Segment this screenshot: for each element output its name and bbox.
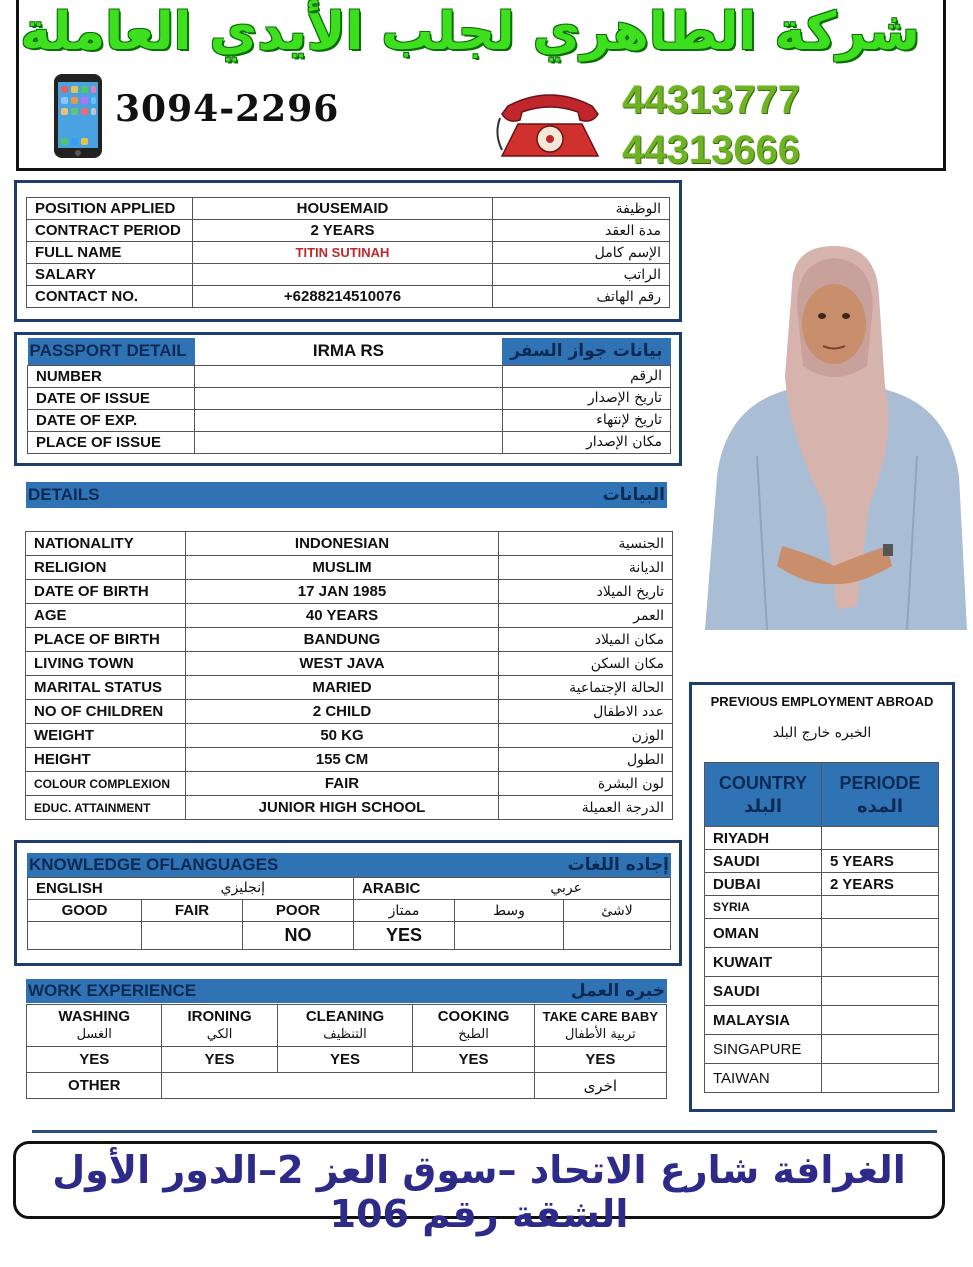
previous-row: [705, 850, 939, 873]
country-cell: DUBAI: [705, 873, 822, 896]
row-label-ar: عدد الاطفال: [499, 700, 673, 724]
language-level: GOOD: [28, 900, 142, 922]
details-row: [26, 724, 673, 748]
passport-title-cell: [28, 338, 195, 365]
previous-row: [705, 1006, 939, 1035]
previous-table: [704, 762, 939, 1093]
language-answer: YES: [354, 922, 455, 950]
period-cell: [822, 1035, 939, 1064]
passport-row: [28, 431, 671, 453]
row-label-ar: مدة العقد: [493, 220, 670, 242]
col-country-header: [705, 763, 822, 827]
details-row: [26, 580, 673, 604]
passport-row: [28, 387, 671, 409]
language-answer: [564, 922, 671, 950]
row-label: CONTRACT PERIOD: [27, 220, 193, 242]
details-row: [26, 556, 673, 580]
skill-label-ar: تربية الأطفال: [564, 1026, 636, 1042]
row-label-ar: الديانة: [499, 556, 673, 580]
other-label: OTHER: [67, 1077, 121, 1094]
passport-name-cell: [195, 338, 503, 365]
country-cell: SINGAPURE: [705, 1035, 822, 1064]
row-label-ar: العمر: [499, 604, 673, 628]
country-cell: MALAYSIA: [705, 1006, 822, 1035]
row-value: 2 YEARS: [193, 220, 493, 242]
row-label: PLACE OF BIRTH: [26, 628, 186, 652]
application-table: [26, 197, 670, 308]
passport-name: IRMA RS: [312, 341, 384, 361]
details-row: [26, 652, 673, 676]
languages-title: KNOWLEDGE OFLANGUAGES: [29, 855, 279, 874]
language-level: وسط: [455, 900, 564, 922]
language-level: لاشئ: [564, 900, 671, 922]
skill-value: YES: [413, 1047, 534, 1073]
row-label: RELIGION: [26, 556, 186, 580]
period-cell: [822, 919, 939, 948]
row-value: [195, 365, 503, 387]
mobile-number: 3094-2296: [115, 88, 340, 130]
passport-section: [14, 332, 682, 466]
english-label: ENGLISH: [36, 880, 103, 897]
col-country-label-ar: البلد: [743, 795, 783, 817]
skill-label: CLEANING: [305, 1007, 385, 1025]
application-row: [27, 198, 670, 220]
period-cell: [822, 948, 939, 977]
row-label-ar: الإسم كامل: [493, 242, 670, 264]
row-label: PLACE OF ISSUE: [28, 431, 195, 453]
previous-row: [705, 1064, 939, 1093]
skill-label-ar: الطبخ: [458, 1026, 489, 1042]
details-title-ar: البيانات: [602, 485, 665, 505]
row-label: HEIGHT: [26, 748, 186, 772]
details-band: [26, 482, 667, 508]
row-label-ar: الوظيفة: [493, 198, 670, 220]
row-label: DATE OF BIRTH: [26, 580, 186, 604]
details-section: [25, 531, 673, 820]
row-value: 2 CHILD: [186, 700, 499, 724]
other-label-cell: [27, 1073, 162, 1099]
language-level: ممتاز: [354, 900, 455, 922]
country-cell: RIYADH: [705, 827, 822, 850]
period-cell: [822, 1064, 939, 1093]
row-label-ar: مكان الإصدار: [502, 431, 670, 453]
row-value: FAIR: [186, 772, 499, 796]
col-period-label: PERIODE: [839, 772, 921, 793]
arabic-cell: [354, 878, 671, 900]
country-cell: SYRIA: [705, 896, 822, 919]
previous-title-ar: الخبره خارج البلد: [772, 725, 872, 741]
phone-number-2: 44313666: [622, 128, 800, 172]
row-label: LIVING TOWN: [26, 652, 186, 676]
period-cell: [822, 977, 939, 1006]
row-value: HOUSEMAID: [193, 198, 493, 220]
details-row: [26, 604, 673, 628]
previous-employment-section: [689, 682, 955, 1112]
row-label: WEIGHT: [26, 724, 186, 748]
work-section: [26, 1004, 667, 1099]
row-label-ar: مكان الميلاد: [499, 628, 673, 652]
row-label: FULL NAME: [27, 242, 193, 264]
row-label: COLOUR COMPLEXION: [26, 772, 186, 796]
work-band: [26, 979, 667, 1003]
row-value: +6288214510076: [193, 286, 493, 308]
period-cell: [822, 827, 939, 850]
passport-title-ar-cell: [502, 338, 670, 365]
row-label-ar: الطول: [499, 748, 673, 772]
work-title-ar: خبره العمل: [570, 981, 665, 1001]
row-value: BANDUNG: [186, 628, 499, 652]
row-value: 40 YEARS: [186, 604, 499, 628]
row-label-ar: تاريخ الإصدار: [502, 387, 670, 409]
details-row: [26, 700, 673, 724]
row-value: [195, 431, 503, 453]
row-label: NATIONALITY: [26, 532, 186, 556]
row-label: NUMBER: [28, 365, 195, 387]
details-row: [26, 628, 673, 652]
country-cell: KUWAIT: [705, 948, 822, 977]
row-value: MUSLIM: [186, 556, 499, 580]
skill-label: WASHING: [58, 1007, 131, 1025]
other-label-ar: اخرى: [583, 1076, 618, 1095]
passport-row: [28, 365, 671, 387]
previous-row: [705, 1035, 939, 1064]
country-cell: SAUDI: [705, 977, 822, 1006]
row-label-ar: تاريخ الميلاد: [499, 580, 673, 604]
previous-row: [705, 896, 939, 919]
country-cell: OMAN: [705, 919, 822, 948]
skill-value: YES: [534, 1047, 666, 1073]
language-level: POOR: [243, 900, 354, 922]
details-title: DETAILS: [28, 485, 100, 504]
row-value: INDONESIAN: [186, 532, 499, 556]
row-label: NO OF CHILDREN: [26, 700, 186, 724]
skill-label-ar: الكي: [206, 1026, 233, 1042]
skill-label-ar: التنظيف: [323, 1026, 367, 1042]
row-label-ar: لون البشرة: [499, 772, 673, 796]
details-row: [26, 748, 673, 772]
period-cell: [822, 1006, 939, 1035]
application-row: [27, 286, 670, 308]
other-label-ar-cell: [534, 1073, 666, 1099]
skill-value: YES: [277, 1047, 413, 1073]
other-value-cell: [162, 1073, 534, 1099]
row-label-ar: الحالة الإجتماعية: [499, 676, 673, 700]
skill-header: [162, 1005, 277, 1047]
english-label-ar: إنجليزي: [220, 880, 265, 896]
application-section: [14, 180, 682, 322]
language-answer: [142, 922, 243, 950]
company-name: شركة الطاهري لجلب الأيدي العاملة: [20, 2, 920, 62]
period-cell: 2 YEARS: [822, 873, 939, 896]
row-value: [195, 409, 503, 431]
previous-row: [705, 919, 939, 948]
row-label: SALARY: [27, 264, 193, 286]
skill-header: [534, 1005, 666, 1047]
row-label: CONTACT NO.: [27, 286, 193, 308]
period-cell: 5 YEARS: [822, 850, 939, 873]
details-row: [26, 532, 673, 556]
skill-header: [27, 1005, 162, 1047]
footer-address: الغرافة شارع الاتحاد –سوق العز 2–الدور الأول الشقة رقم 106: [52, 1148, 906, 1236]
row-label: POSITION APPLIED: [27, 198, 193, 220]
row-label: DATE OF EXP.: [28, 409, 195, 431]
applicant-photo: [697, 206, 970, 630]
smartphone-icon: [52, 72, 104, 160]
row-value: MARIED: [186, 676, 499, 700]
row-label: AGE: [26, 604, 186, 628]
language-answer: NO: [243, 922, 354, 950]
languages-table: [27, 877, 671, 950]
row-label-ar: الرقم: [502, 365, 670, 387]
previous-row: [705, 948, 939, 977]
languages-section: [14, 840, 682, 966]
country-cell: TAIWAN: [705, 1064, 822, 1093]
row-label-ar: مكان السكن: [499, 652, 673, 676]
previous-row: [705, 977, 939, 1006]
telephone-icon: [494, 84, 606, 160]
arabic-label: ARABIC: [362, 880, 421, 897]
previous-title: PREVIOUS EMPLOYMENT ABROAD: [710, 694, 934, 709]
row-label-ar: الوزن: [499, 724, 673, 748]
application-row: [27, 220, 670, 242]
col-period-label-ar: المده: [856, 795, 904, 817]
row-label: DATE OF ISSUE: [28, 387, 195, 409]
period-cell: [822, 896, 939, 919]
previous-row: [705, 827, 939, 850]
row-label: EDUC. ATTAINMENT: [26, 796, 186, 820]
languages-title-ar: إجاده اللغات: [567, 855, 669, 875]
details-table: [25, 531, 673, 820]
passport-row: [28, 409, 671, 431]
row-label-ar: رقم الهاتف: [493, 286, 670, 308]
row-value: WEST JAVA: [186, 652, 499, 676]
col-period-header: [822, 763, 939, 827]
row-value: TITIN SUTINAH: [193, 242, 493, 264]
row-label: MARITAL STATUS: [26, 676, 186, 700]
skill-header: [277, 1005, 413, 1047]
row-value: 17 JAN 1985: [186, 580, 499, 604]
row-value: JUNIOR HIGH SCHOOL: [186, 796, 499, 820]
details-row: [26, 796, 673, 820]
languages-band: [27, 853, 671, 877]
skill-value: YES: [162, 1047, 277, 1073]
skill-label: COOKING: [437, 1007, 510, 1025]
previous-row: [705, 873, 939, 896]
english-cell: [28, 878, 354, 900]
col-country-label: COUNTRY: [718, 772, 808, 793]
passport-table: [27, 338, 671, 454]
footer-divider: [32, 1130, 937, 1133]
phone-number-1: 44313777: [622, 78, 800, 122]
details-row: [26, 772, 673, 796]
details-row: [26, 676, 673, 700]
language-level: FAIR: [142, 900, 243, 922]
country-cell: SAUDI: [705, 850, 822, 873]
row-label-ar: تاريخ لإنتهاء: [502, 409, 670, 431]
skill-header: [413, 1005, 534, 1047]
passport-title: PASSPORT DETAIL: [29, 341, 187, 361]
skill-label: IRONING: [187, 1007, 252, 1025]
work-table: [26, 1004, 667, 1099]
row-value: 155 CM: [186, 748, 499, 772]
language-answer: [455, 922, 564, 950]
passport-title-ar: بيانات جواز السفر: [510, 341, 663, 362]
row-label-ar: الراتب: [493, 264, 670, 286]
language-answer: [28, 922, 142, 950]
skill-label: TAKE CARE BABY: [542, 1008, 658, 1024]
work-title: WORK EXPERIENCE: [28, 981, 197, 1000]
row-value: 50 KG: [186, 724, 499, 748]
arabic-label-ar: عربي: [550, 880, 582, 896]
row-value: [193, 264, 493, 286]
row-label-ar: الجنسية: [499, 532, 673, 556]
skill-label-ar: الغسل: [76, 1026, 112, 1042]
application-row: [27, 264, 670, 286]
skill-value: YES: [27, 1047, 162, 1073]
application-row: [27, 242, 670, 264]
row-value: [195, 387, 503, 409]
row-label-ar: الدرجة العميلة: [499, 796, 673, 820]
